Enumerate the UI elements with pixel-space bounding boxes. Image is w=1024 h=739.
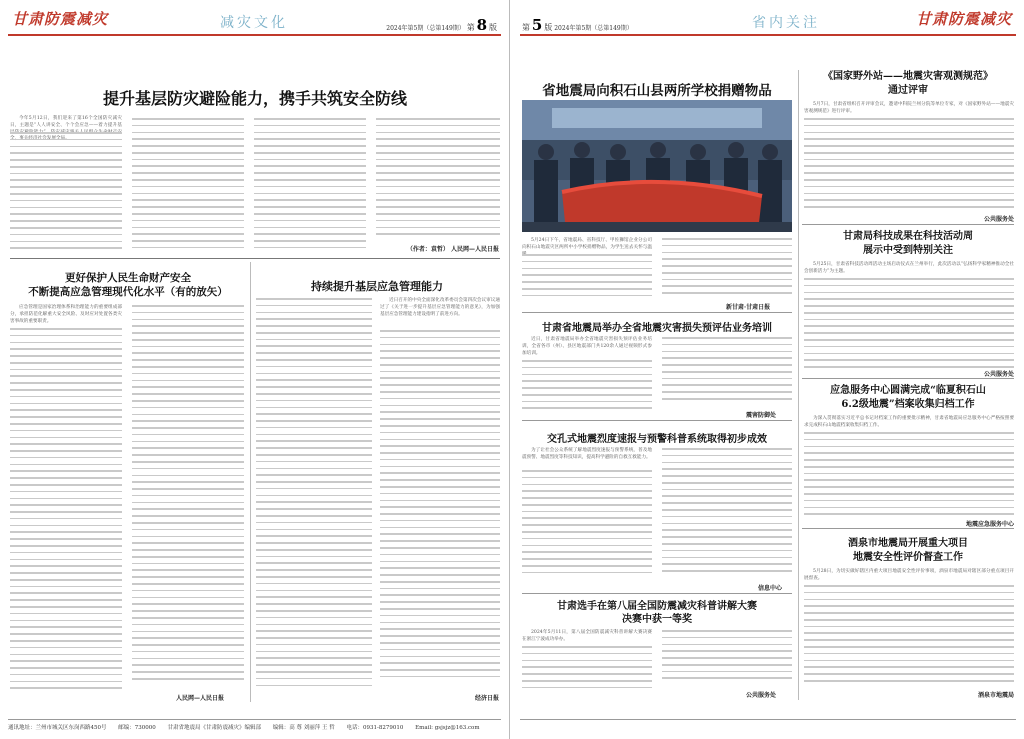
section-divider	[522, 593, 792, 594]
section-divider	[522, 420, 792, 421]
page-number: 5	[531, 16, 543, 34]
section-divider	[802, 528, 1014, 529]
article-intro: 5月25日，甘肃省科技活动周活动主场启动仪式在兰州举行，此次活动以“弘扬科学家精神推动全社会创新活力”为主题。	[804, 262, 1014, 274]
page-number: 8	[476, 16, 488, 34]
article-intro: 2024年5月11日，第八届全国防震减灾科普讲解大赛决赛在浙江宁波成功举办。	[522, 630, 652, 642]
section-divider	[10, 258, 500, 259]
article-intro: 为了让社会公众系统了解地震烈度速报与预警系统，普及地震预警、地震烈度等科技知识，提高科学避险的自救互救能力。	[522, 448, 652, 460]
article-body-column	[10, 132, 122, 252]
article-title: 交孔式地震烈度速报与预警科普系统取得初步成效	[547, 434, 767, 445]
article-intro: 近日召开的中央全面深化改革委员会第四次会议审议通过了《关于进一步提升基层应急管理能力的意见》，为加强基层应急管理能力建设指明了前进方向。	[380, 298, 500, 317]
issue-info: 2024年第5期（总第149期） 第 8 版	[386, 16, 497, 34]
article-body-column	[256, 298, 372, 698]
article-body-column	[254, 118, 366, 252]
article-body-column	[132, 305, 244, 689]
article-title: 提升基层防灾避险能力，携手共筑安全防线	[102, 89, 407, 108]
issue-info: 第 5 版 2024年第5期（总第149期）	[522, 16, 633, 34]
page-header-left	[8, 6, 501, 36]
article-title: 省地震局向积石山县两所学校捐赠物品	[542, 83, 772, 99]
article-body-column	[662, 630, 792, 686]
masthead-brand: 甘肃防震减灾	[915, 10, 1012, 28]
column-divider	[798, 70, 799, 700]
article-body-column	[522, 360, 652, 412]
page-header-right	[520, 6, 1016, 36]
article-byline: 公共服务处	[983, 216, 1014, 223]
article-body-column	[522, 646, 652, 694]
article-title: 甘肃省地震局举办全省地震灾害损失预评估业务培训	[542, 323, 772, 334]
article-title: 酒泉市地震局开展重大项目 地震安全性评价督查工作	[848, 538, 968, 563]
article-byline: 经济日报	[474, 695, 499, 702]
article-byline: 新甘肃·甘肃日报	[726, 304, 771, 311]
article-intro: 今年5月12日，我们迎来了第16个全国防灾减灾日，主题是“人人讲安全、个个会应急——着力提升基	[10, 116, 122, 128]
article-byline: 人民网—人民日报	[176, 695, 225, 702]
article-intro: 近日，甘肃省地震局举办全省地震灾害损失预评估业务培训，全省各市（州）、县区地震部门共120余人通过视频形式参加培训。	[522, 337, 652, 356]
article-body-column	[132, 118, 244, 252]
article-byline: （作者：袁哲） 人民网—人民日报	[406, 246, 499, 253]
article-body-column	[10, 328, 122, 700]
article-title: 《国家野外站——地震灾害观测规范》 通过评审	[823, 71, 993, 96]
section-divider	[802, 224, 1014, 225]
article-byline: 酒泉市地震局	[977, 692, 1014, 699]
article-intro: 5月28日，为切实做好辖区内重大项目地震安全性评价事项，酒泉市地震局对辖区部分重点项目开展督查。	[804, 569, 1014, 581]
section-divider	[802, 378, 1014, 379]
article-body-column	[380, 330, 500, 686]
article-body-column	[376, 118, 500, 238]
section-name: 省内关注	[752, 15, 820, 31]
section-name: 减灾文化	[220, 15, 288, 31]
article-title: 甘肃局科技成果在科技活动周 展示中受到特别关注	[843, 231, 973, 256]
article-title: 持续提升基层应急管理能力	[311, 280, 443, 293]
article-body-column	[804, 278, 1014, 370]
article-body-column	[662, 448, 792, 578]
newspaper-page-left	[0, 0, 510, 739]
section-divider	[522, 312, 792, 313]
donation-ceremony-photo	[522, 100, 792, 232]
article-intro: 应急管理是国家治理体系和治理能力的重要组成部分，承担防范化解重大安全风险、及时应对处置各类灾害事故的重要职责。	[10, 305, 122, 324]
article-intro: 为深入贯彻落实习近平总书记对档案工作的重要批示精神，甘肃省地震局应急服务中心严格按照要求完成积石山地震档案收集归档工作。	[804, 416, 1014, 428]
column-divider	[250, 262, 251, 702]
article-title: 应急服务中心圆满完成“临夏积石山 6.2级地震”档案收集归档工作	[830, 385, 986, 410]
article-title: 甘肃选手在第八届全国防震减灾科普讲解大赛 决赛中获一等奖	[557, 601, 757, 625]
photo-illustration	[522, 100, 792, 232]
article-intro: 5月24日下午，省地震局、省科技厅、甲佐狮馆企业分公司向积石山地震灾区两所中小学校捐赠物品，为学生送去关怀与温	[522, 238, 652, 250]
article-byline: 地震应急服务中心	[965, 521, 1014, 528]
article-title: 更好保护人民生命财产安全 不断提高应急管理现代化水平（有的放矢）	[28, 272, 228, 298]
page-footer	[520, 719, 1016, 733]
article-body-column	[804, 585, 1014, 685]
newspaper-page-right	[512, 0, 1024, 739]
article-byline: 公共服务处	[746, 692, 777, 699]
masthead-brand: 甘肃防震减灾	[12, 10, 109, 28]
article-byline: 震害防御处	[746, 412, 777, 419]
article-body-column	[662, 337, 792, 405]
article-body-column	[662, 238, 792, 298]
article-byline: 信息中心	[758, 585, 783, 592]
article-body-column	[522, 470, 652, 582]
article-body-column	[522, 254, 652, 298]
article-body-column	[804, 118, 1014, 214]
page-footer: 通讯地址：兰州市城关区东岗西路450号 邮编：730000 甘肃省地震局《甘肃防震减灾》编辑部 编辑：高 尊 刘丽萍 王 哲 电话：0931-8279010 Email: gsjsjz@163.com	[8, 719, 501, 733]
article-intro: 5月7日，甘肃省组织召开评审会议，邀请中科院兰州分院等单位专家，对《国家野外站——地震灾害观测规范》进行评审。	[804, 102, 1014, 114]
article-body-column	[804, 432, 1014, 518]
article-byline: 公共服务处	[983, 371, 1014, 378]
